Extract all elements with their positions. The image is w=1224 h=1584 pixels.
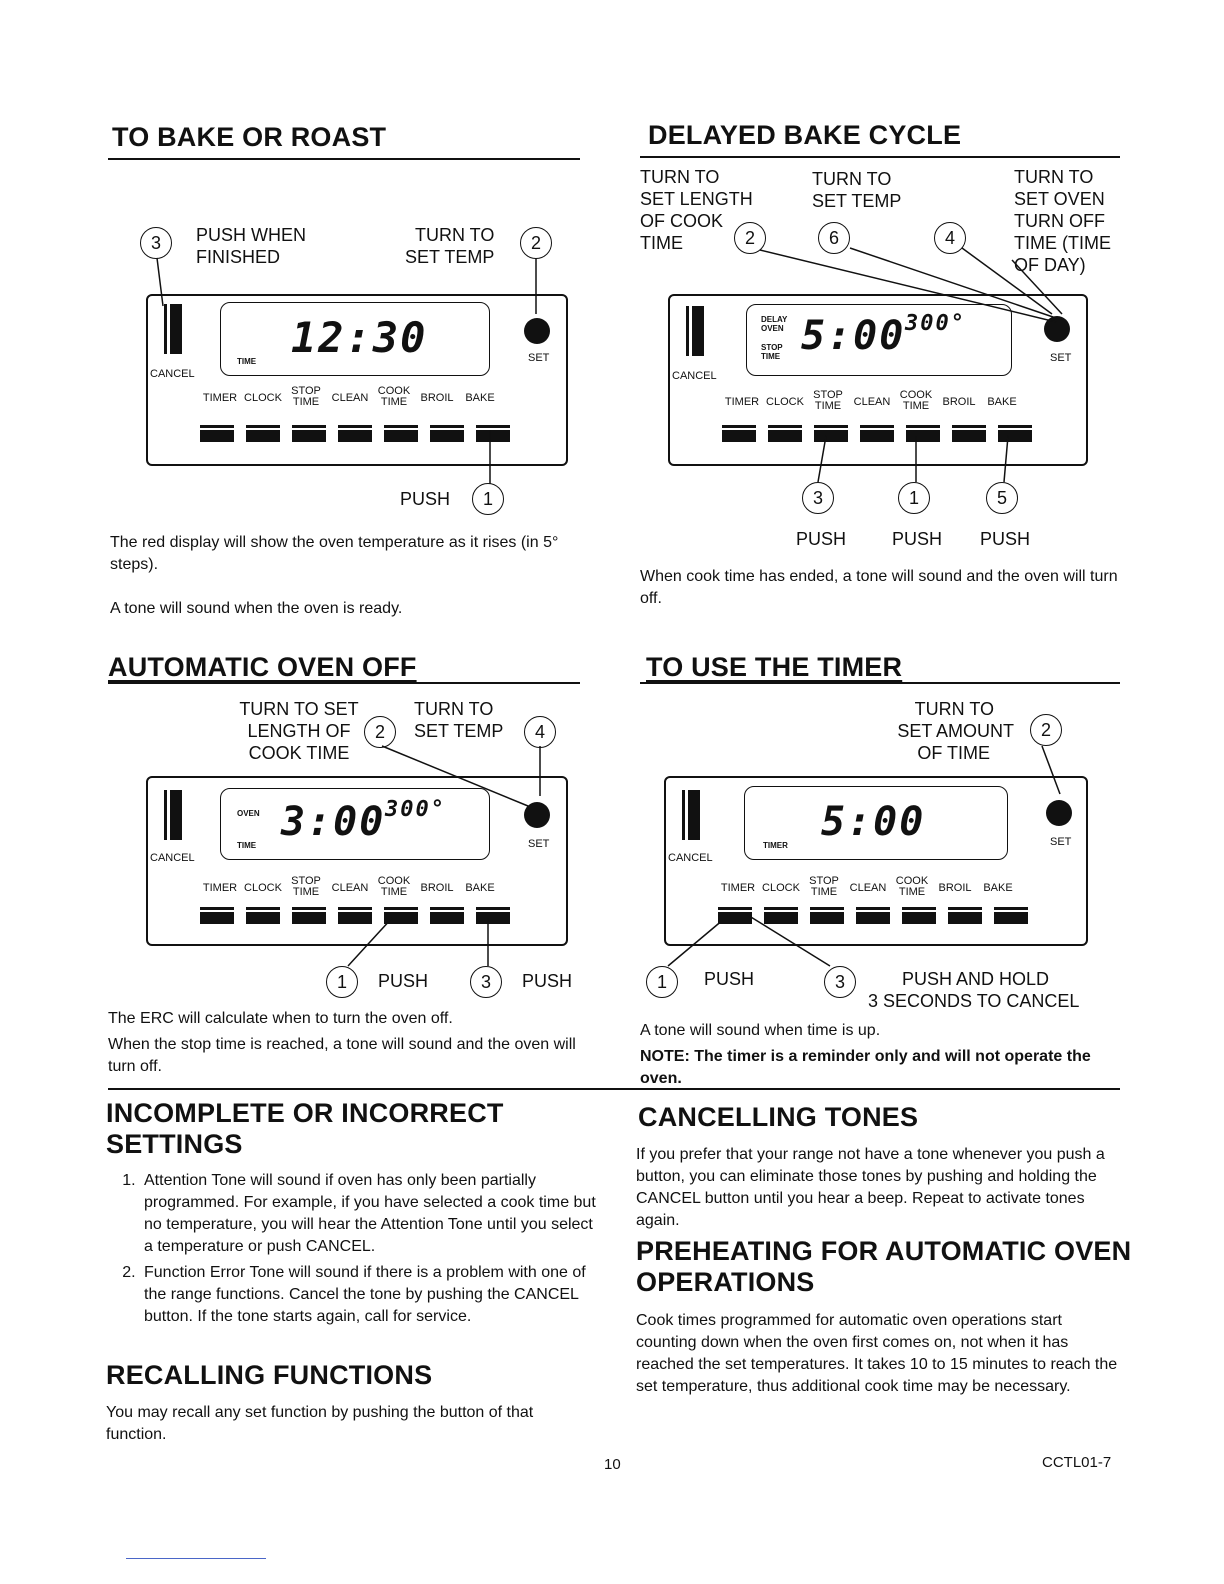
step-2-circle: 2	[1030, 714, 1062, 746]
bake-paragraph-1: The red display will show the oven temperature as it rises (in 5° steps).	[110, 534, 559, 573]
label-line: PUSH WHEN	[196, 225, 307, 245]
section-title-recalling: RECALLING FUNCTIONS	[106, 1360, 433, 1390]
page-number: 10	[604, 1456, 621, 1473]
preheat-paragraph: Cook times programmed for automatic oven operations start counting down when the oven first comes on, not when it has reached the set temperatures. It takes 10 to 15 minutes to reach the set temperature, thus additional cook time may be necessary.	[636, 1312, 1118, 1395]
timer-label: TIMER	[202, 882, 238, 894]
label-line: OF COOK	[640, 211, 724, 231]
broil-label: BROIL	[420, 882, 454, 894]
word: DELAY	[761, 315, 788, 324]
broil-label: BROIL	[942, 396, 976, 408]
set-label: SET	[528, 352, 550, 364]
timer-paragraph: A tone will sound when time is up.	[640, 1022, 881, 1039]
display-time-label: TIME	[237, 357, 257, 366]
clean-label: CLEAN	[853, 396, 891, 408]
word: TIME	[898, 886, 926, 898]
push-label: PUSH	[378, 971, 429, 991]
label-line: TURN TO	[414, 699, 494, 719]
list-item: 2. Function Error Tone will sound if there is a problem with one of the range functions. Cancel the tone by pushing the CANCEL button. If the tone starts again, call for service.	[140, 1262, 596, 1328]
section-title-delayed: DELAYED BAKE CYCLE	[648, 120, 962, 150]
label-line: TURN TO	[1014, 167, 1094, 187]
label-line: OF TIME	[917, 743, 990, 763]
cancel-label: CANCEL	[672, 370, 717, 382]
step-6-circle: 6	[818, 222, 850, 254]
display-temp: 300°	[905, 311, 966, 336]
bake-label: BAKE	[983, 882, 1013, 894]
step-1-circle: 1	[326, 966, 358, 998]
clock-label: CLOCK	[244, 392, 282, 404]
display-digits: 12:30	[291, 313, 428, 362]
word: COOK	[899, 389, 933, 401]
step-2-circle: 2	[734, 222, 766, 254]
title-line: SETTINGS	[106, 1129, 243, 1159]
word: TIME	[380, 396, 408, 408]
word: TIME	[902, 400, 930, 412]
broil-label: BROIL	[420, 392, 454, 404]
delayed-paragraph: When cook time has ended, a tone will sound and the oven will turn off.	[640, 568, 1118, 607]
cancelling-paragraph: If you prefer that your range not have a tone whenever you push a button, you can eliminate those tones by pushing and holding the CANCEL button until you hear a beep. Repeat to activate tones again.	[636, 1146, 1105, 1229]
timer-label: TIMER	[202, 392, 238, 404]
push-label: PUSH	[400, 489, 451, 509]
step-3-circle: 3	[140, 227, 172, 259]
push-hold-label: PUSH AND HOLD	[902, 969, 1050, 989]
step-5-circle: 5	[986, 482, 1018, 514]
label-line: FINISHED	[196, 247, 281, 267]
section-title-timer: TO USE THE TIMER	[646, 652, 903, 682]
word: STOP	[813, 389, 843, 401]
label-line: SET TEMP	[812, 191, 902, 211]
section-title-auto-off: AUTOMATIC OVEN OFF	[108, 652, 417, 682]
label-line: SET TEMP	[405, 247, 495, 267]
step-1-circle: 1	[898, 482, 930, 514]
set-label: SET	[528, 838, 550, 850]
section-title-incomplete	[106, 1098, 504, 1160]
clean-label: CLEAN	[331, 882, 369, 894]
word: TIME	[810, 886, 838, 898]
display-timer-label: TIMER	[763, 841, 788, 850]
display-time-label: TIME	[237, 841, 257, 850]
step-3-circle: 3	[824, 966, 856, 998]
section-title-preheat	[636, 1236, 1131, 1298]
list-item: 1. Attention Tone will sound if oven has only been partially programmed. For example, if you have selected a cook time but no temperature, you will hear the Attention Tone until you select a temperature or push CANCEL.	[140, 1170, 596, 1258]
word: TIME	[292, 886, 320, 898]
timer-label: TIMER	[720, 882, 756, 894]
label-line: SET TEMP	[414, 721, 504, 741]
label-line: COOK TIME	[248, 743, 350, 763]
push-label: PUSH	[522, 971, 573, 991]
clock-label: CLOCK	[766, 396, 804, 408]
display-temp: 300°	[385, 797, 446, 822]
label-line: SET AMOUNT	[897, 721, 1014, 741]
clock-label: CLOCK	[762, 882, 800, 894]
step-2-circle: 2	[364, 716, 396, 748]
step-2-circle: 2	[520, 227, 552, 259]
timer-label: TIMER	[724, 396, 760, 408]
clean-label: CLEAN	[849, 882, 887, 894]
cancel-label: CANCEL	[668, 852, 713, 864]
word: TIME	[814, 400, 842, 412]
word: STOP	[291, 385, 321, 397]
word: COOK	[895, 875, 929, 887]
word: OVEN	[761, 324, 784, 333]
display-digits: 3:00	[281, 799, 386, 845]
title-line: OPERATIONS	[636, 1267, 815, 1297]
push-label: PUSH	[796, 529, 847, 549]
auto-off-paragraph-1: The ERC will calculate when to turn the oven off.	[108, 1010, 453, 1027]
step-3-circle: 3	[802, 482, 834, 514]
three-seconds-label: 3 SECONDS TO CANCEL	[868, 991, 1080, 1011]
display-digits: 5:00	[801, 313, 906, 359]
display-oven-label: OVEN	[237, 809, 260, 818]
push-label: PUSH	[892, 529, 943, 549]
timer-note: NOTE: The timer is a reminder only and will not operate the oven.	[640, 1048, 1091, 1087]
word: TIME	[380, 886, 408, 898]
auto-off-paragraph-2: When the stop time is reached, a tone will sound and the oven will turn off.	[108, 1036, 576, 1075]
step-3-circle: 3	[470, 966, 502, 998]
label-line: SET LENGTH	[640, 189, 753, 209]
label-line: LENGTH OF	[247, 721, 351, 741]
word: COOK	[377, 875, 411, 887]
word: TIME	[761, 352, 781, 361]
word: TIME	[292, 396, 320, 408]
step-1-circle: 1	[646, 966, 678, 998]
bake-label: BAKE	[465, 392, 495, 404]
step-1-circle: 1	[472, 483, 504, 515]
step-4-circle: 4	[524, 716, 556, 748]
broil-label: BROIL	[938, 882, 972, 894]
set-label: SET	[1050, 352, 1072, 364]
word: STOP	[809, 875, 839, 887]
label-line: TURN TO	[415, 225, 495, 245]
title-line: INCOMPLETE OR INCORRECT	[106, 1098, 504, 1128]
step-4-circle: 4	[934, 222, 966, 254]
bake-label: BAKE	[987, 396, 1017, 408]
section-title-cancelling: CANCELLING TONES	[638, 1102, 919, 1132]
title-line: PREHEATING FOR AUTOMATIC OVEN	[636, 1236, 1132, 1266]
push-label: PUSH	[980, 529, 1031, 549]
recalling-paragraph: You may recall any set function by pushing the button of that function.	[106, 1404, 534, 1443]
word: STOP	[761, 343, 783, 352]
label-line: TURN TO	[640, 167, 720, 187]
clock-label: CLOCK	[244, 882, 282, 894]
word: COOK	[377, 385, 411, 397]
section-divider	[108, 1088, 1120, 1090]
cancel-label: CANCEL	[150, 368, 195, 380]
clean-label: CLEAN	[331, 392, 369, 404]
label-line: SET OVEN	[1014, 189, 1105, 209]
bake-label: BAKE	[465, 882, 495, 894]
set-label: SET	[1050, 836, 1072, 848]
push-label: PUSH	[704, 969, 755, 989]
label-line: TURN TO SET	[239, 699, 359, 719]
incomplete-list	[106, 1170, 596, 1328]
document-code: CCTL01-7	[1042, 1454, 1112, 1471]
label-line: TIME	[640, 233, 683, 253]
word: STOP	[291, 875, 321, 887]
label-line: TURN TO	[812, 169, 892, 189]
section-title-bake-roast: TO BAKE OR ROAST	[112, 122, 387, 152]
label-line: TIME (TIME	[1014, 233, 1111, 253]
footer-rule	[126, 1558, 266, 1559]
label-line: TURN OFF	[1014, 211, 1105, 231]
cancel-label: CANCEL	[150, 852, 195, 864]
label-line: TURN TO	[914, 699, 994, 719]
display-digits: 5:00	[821, 799, 926, 845]
bake-paragraph-2: A tone will sound when the oven is ready.	[110, 600, 403, 617]
label-line: OF DAY)	[1014, 255, 1086, 275]
